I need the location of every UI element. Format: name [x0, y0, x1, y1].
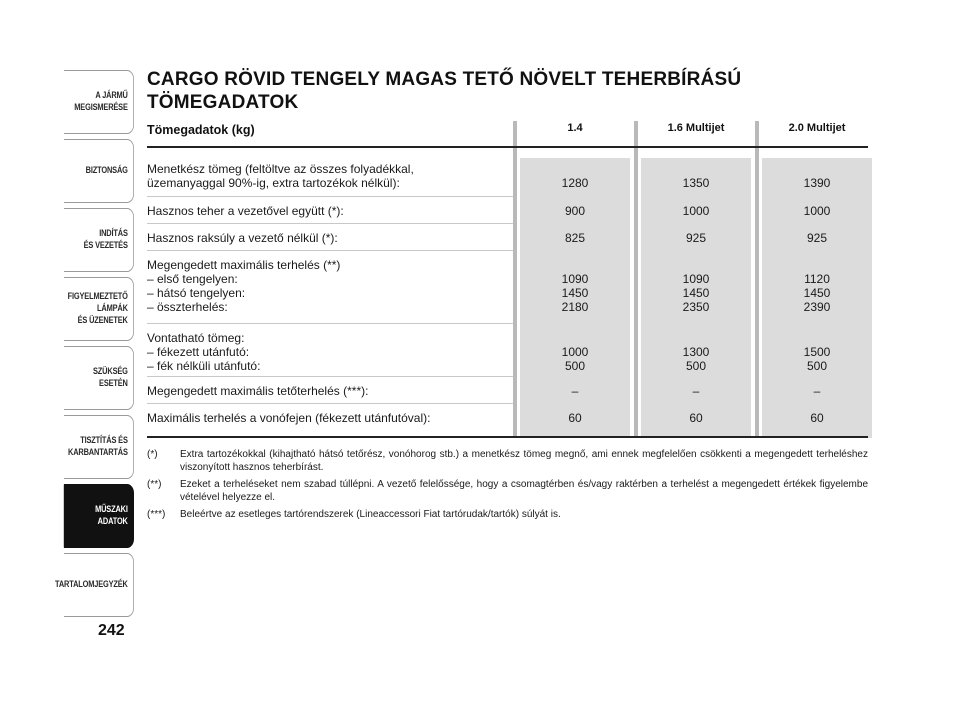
cell-payload-without-driver-1-6: 925	[685, 231, 707, 245]
page-number: 242	[98, 622, 125, 639]
footnotes	[147, 449, 868, 527]
row-label-payload-with-driver: Hasznos teher a vezetővel együtt (*):	[147, 204, 344, 218]
footnote-text: Beleértve az esetleges tartórendszerek (Lineaccessori Fiat tartórudak/tartók) súlyát is.	[180, 509, 561, 520]
cell-towable-mass-1-4: 1000 500	[561, 345, 589, 373]
tab-safety[interactable]: BIZTONSÁG	[64, 139, 134, 203]
cell-max-load-1-4: 1090 1450 2180	[561, 272, 589, 314]
footnote-text: Ezeket a terheléseket nem szabad túllépni. A vezető felelőssége, hogy a csomagtérben és/vagy raktérben a terhelést a megengedett értékek figyelembe vételével helyezze el.	[180, 479, 868, 503]
cell-curb-weight-1-4: 1280	[561, 176, 589, 190]
tab-emergency[interactable]: SZÜKSÉG ESETÉN	[64, 346, 134, 410]
cell-roof-load-2-0: –	[813, 384, 821, 398]
cell-curb-weight-1-6: 1350	[682, 176, 710, 190]
tab-vehicle-intro[interactable]: A JÁRMŰ MEGISMERÉSE	[64, 70, 134, 134]
cell-tow-hitch-load-1-6: 60	[689, 411, 703, 425]
tab-starting-driving[interactable]: INDÍTÁS ÉS VEZETÉS	[64, 208, 134, 272]
footnote-mark: (***)	[147, 509, 166, 520]
footnote	[147, 509, 868, 522]
row-label-max-load: Megengedett maximális terhelés (**) – első tengelyen: – hátsó tengelyen: – összterhelés:	[147, 258, 341, 314]
column-header-1-4: 1.4	[567, 122, 583, 134]
column-divider	[755, 121, 759, 438]
footnote-mark: (*)	[147, 449, 158, 460]
cell-towable-mass-2-0: 1500 500	[803, 345, 831, 373]
cell-towable-mass-1-6: 1300 500	[682, 345, 710, 373]
cell-tow-hitch-load-1-4: 60	[568, 411, 582, 425]
tab-technical-data[interactable]: MŰSZAKI ADATOK	[64, 484, 134, 548]
row-divider	[147, 376, 513, 377]
page-title: CARGO RÖVID TENGELY MAGAS TETŐ NÖVELT TEHERBÍRÁSÚ TÖMEGADATOK	[147, 69, 742, 113]
table-bottom-rule	[147, 436, 868, 438]
tab-maintenance[interactable]: TISZTÍTÁS ÉS KARBANTARTÁS	[64, 415, 134, 479]
column-header-1-6-multijet: 1.6 Multijet	[667, 122, 725, 134]
row-divider	[147, 196, 513, 197]
tab-warning-lights[interactable]: FIGYELMEZTETŐ LÁMPÁK ÉS ÜZENETEK	[64, 277, 134, 341]
cell-curb-weight-2-0: 1390	[803, 176, 831, 190]
cell-payload-with-driver-2-0: 1000	[803, 204, 831, 218]
cell-payload-without-driver-1-4: 825	[564, 231, 586, 245]
column-divider	[513, 121, 517, 438]
column-divider	[634, 121, 638, 438]
row-divider	[147, 250, 513, 251]
cell-roof-load-1-4: –	[571, 384, 579, 398]
column-header-2-0-multijet: 2.0 Multijet	[788, 122, 846, 134]
row-label-curb-weight: Menetkész tömeg (feltöltve az összes folyadékkal, üzemanyaggal 90%-ig, extra tartozékok nélkül):	[147, 162, 414, 190]
row-label-roof-load: Megengedett maximális tetőterhelés (***):	[147, 384, 369, 398]
cell-roof-load-1-6: –	[692, 384, 700, 398]
cell-payload-with-driver-1-6: 1000	[682, 204, 710, 218]
footnote-text: Extra tartozékokkal (kihajtható hátsó tetőrész, vonóhorog stb.) a menetkész tömeg megnő, ami ennek megfelelően csökkenti a megengedett terheléshez viszonyított hasznos teherbírást.	[180, 449, 868, 473]
row-divider	[147, 223, 513, 224]
row-label-payload-without-driver: Hasznos raksúly a vezető nélkül (*):	[147, 231, 338, 245]
cell-payload-with-driver-1-4: 900	[564, 204, 586, 218]
cell-tow-hitch-load-2-0: 60	[810, 411, 824, 425]
footnote	[147, 449, 868, 474]
cell-max-load-1-6: 1090 1450 2350	[682, 272, 710, 314]
cell-payload-without-driver-2-0: 925	[806, 231, 828, 245]
row-label-towable-mass: Vontatható tömeg: – fékezett utánfutó: – fék nélküli utánfutó:	[147, 331, 261, 373]
tab-index[interactable]: TARTALOMJEGYZÉK	[64, 553, 134, 617]
header-rule	[147, 146, 868, 148]
row-divider	[147, 323, 513, 324]
table-header-label: Tömegadatok (kg)	[147, 123, 255, 137]
footnote	[147, 479, 868, 504]
footnote-mark: (**)	[147, 479, 162, 490]
row-label-tow-hitch-load: Maximális terhelés a vonófejen (fékezett utánfutóval):	[147, 411, 431, 425]
cell-max-load-2-0: 1120 1450 2390	[803, 272, 831, 314]
row-divider	[147, 403, 513, 404]
